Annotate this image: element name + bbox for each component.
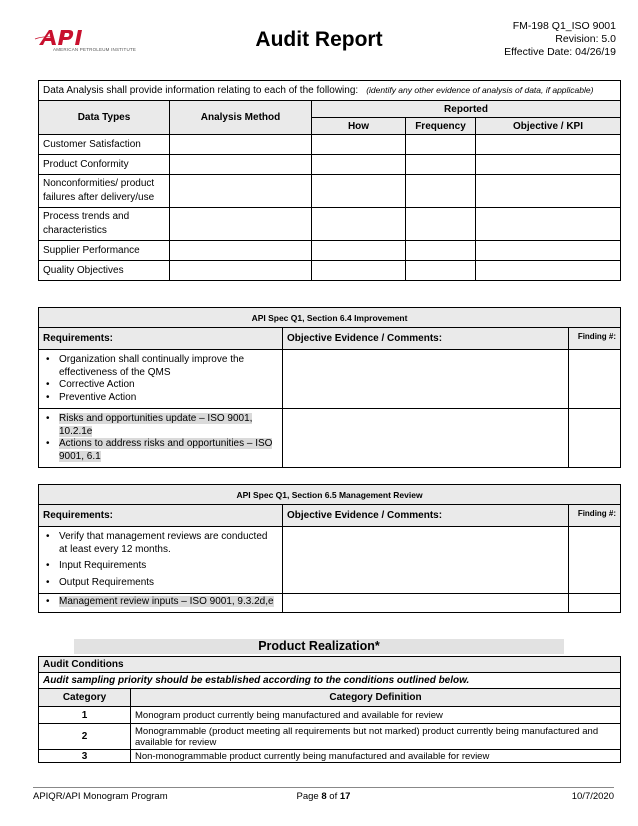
intro-text: Data Analysis shall provide information relating to each of the following: [43, 85, 359, 96]
how-cell[interactable] [312, 135, 406, 155]
col-objective-kpi: Objective / KPI [476, 118, 621, 135]
page-label: Page [296, 791, 319, 802]
footer-program: APIQR/API Monogram Program [33, 791, 168, 802]
requirement-item: • Preventive Action [59, 392, 278, 405]
analysis-method-cell[interactable] [170, 261, 312, 281]
evidence-cell[interactable] [283, 350, 569, 409]
analysis-method-cell[interactable] [170, 155, 312, 175]
requirement-item [59, 596, 278, 609]
category-number: 1 [39, 707, 131, 724]
table-row [39, 261, 621, 281]
data-type-label: Process trends and characteristics [39, 208, 170, 241]
frequency-cell[interactable] [406, 155, 476, 175]
requirement-item: • Verify that management reviews are conducted at least every 12 months. [59, 531, 278, 556]
col-frequency: Frequency [406, 118, 476, 135]
data-analysis-table [38, 80, 621, 281]
table-row [39, 707, 621, 724]
category-header: Category [39, 689, 131, 707]
logo-subtitle: AMERICAN PETROLEUM INSTITUTE [53, 47, 137, 52]
form-meta [504, 20, 616, 59]
how-cell[interactable] [312, 175, 406, 208]
product-realization-title: Product Realization* [74, 639, 564, 654]
finding-header: Finding #: [569, 505, 621, 527]
category-number: 2 [39, 724, 131, 750]
revision: Revision: 5.0 [555, 33, 616, 45]
evidence-header: Objective Evidence / Comments: [283, 505, 569, 527]
requirement-text: Risks and opportunities update – ISO 9001, 10.2.1e [59, 413, 253, 437]
definition-header: Category Definition [131, 689, 621, 707]
finding-header: Finding #: [569, 328, 621, 350]
col-how: How [312, 118, 406, 135]
how-cell[interactable] [312, 261, 406, 281]
sampling-note: Audit sampling priority should be established according to the conditions outlined below. [39, 673, 621, 689]
audit-conditions-label: Audit Conditions [39, 657, 621, 673]
frequency-cell[interactable] [406, 241, 476, 261]
data-type-label: Customer Satisfaction [39, 135, 170, 155]
requirements-cell [39, 409, 283, 468]
requirement-item: • Organization shall continually improve the effectiveness of the QMS [59, 354, 278, 379]
analysis-method-cell[interactable] [170, 208, 312, 241]
requirements-cell [39, 527, 283, 594]
kpi-cell[interactable] [476, 208, 621, 241]
table-row [39, 241, 621, 261]
finding-cell[interactable] [569, 594, 621, 613]
kpi-cell[interactable] [476, 155, 621, 175]
requirements-header: Requirements: [39, 328, 283, 350]
category-number: 3 [39, 750, 131, 763]
kpi-cell[interactable] [476, 175, 621, 208]
page-title: Audit Report [255, 28, 383, 51]
page-current: 8 [321, 791, 327, 802]
data-type-label: Quality Objectives [39, 261, 170, 281]
category-definition: Non-monogrammable product currently being manufactured and available for review [131, 750, 621, 763]
requirement-text: Actions to address risks and opportunities – ISO 9001, 6.1 [59, 438, 273, 462]
frequency-cell[interactable] [406, 135, 476, 155]
page-of: of [329, 791, 338, 802]
col-data-types: Data Types [39, 101, 170, 135]
frequency-cell[interactable] [406, 261, 476, 281]
requirement-item [59, 413, 278, 438]
analysis-method-cell[interactable] [170, 241, 312, 261]
how-cell[interactable] [312, 241, 406, 261]
requirements-cell [39, 350, 283, 409]
effective-date: Effective Date: 04/26/19 [504, 46, 616, 58]
evidence-header: Objective Evidence / Comments: [283, 328, 569, 350]
table-row [39, 135, 621, 155]
how-cell[interactable] [312, 155, 406, 175]
kpi-cell[interactable] [476, 261, 621, 281]
requirement-item: • Corrective Action [59, 379, 278, 392]
table-row [39, 175, 621, 208]
finding-cell[interactable] [569, 350, 621, 409]
page-footer [33, 787, 614, 805]
col-analysis-method: Analysis Method [170, 101, 312, 135]
requirements-cell [39, 594, 283, 613]
page-total: 17 [339, 791, 351, 802]
form-id: FM-198 Q1_ISO 9001 [512, 20, 616, 32]
kpi-cell[interactable] [476, 135, 621, 155]
data-analysis-intro [39, 81, 621, 101]
finding-cell[interactable] [569, 409, 621, 468]
analysis-method-cell[interactable] [170, 175, 312, 208]
management-review-section-table [38, 484, 621, 613]
data-type-label: Nonconformities/ product failures after delivery/use [39, 175, 170, 208]
requirement-item: • Output Requirements [59, 577, 278, 590]
frequency-cell[interactable] [406, 175, 476, 208]
table-row [39, 724, 621, 750]
footer-date: 10/7/2020 [571, 791, 614, 802]
improvement-section-table [38, 307, 621, 468]
table-row [39, 155, 621, 175]
category-definition: Monogrammable (product meeting all requirements but not marked) product currently being manufactured and available for review [131, 724, 621, 750]
analysis-method-cell[interactable] [170, 135, 312, 155]
requirements-header: Requirements: [39, 505, 283, 527]
data-type-label: Supplier Performance [39, 241, 170, 261]
requirement-item [59, 438, 278, 463]
table-row [39, 208, 621, 241]
kpi-cell[interactable] [476, 241, 621, 261]
finding-cell[interactable] [569, 527, 621, 594]
requirement-item: • Input Requirements [59, 560, 278, 573]
footer-page-number [33, 791, 614, 802]
table-row [39, 750, 621, 763]
col-reported: Reported [312, 101, 621, 118]
evidence-cell[interactable] [283, 527, 569, 594]
intro-note: (identify any other evidence of analysis of data, if applicable) [366, 85, 594, 95]
data-type-label: Product Conformity [39, 155, 170, 175]
section-caption: API Spec Q1, Section 6.4 Improvement [39, 308, 621, 328]
product-realization-table [38, 656, 621, 763]
frequency-cell[interactable] [406, 208, 476, 241]
requirement-text: Management review inputs – ISO 9001, 9.3.2d,e [59, 596, 274, 607]
evidence-cell[interactable] [283, 409, 569, 468]
category-definition: Monogram product currently being manufactured and available for review [131, 707, 621, 724]
section-caption: API Spec Q1, Section 6.5 Management Review [39, 485, 621, 505]
evidence-cell[interactable] [283, 594, 569, 613]
how-cell[interactable] [312, 208, 406, 241]
